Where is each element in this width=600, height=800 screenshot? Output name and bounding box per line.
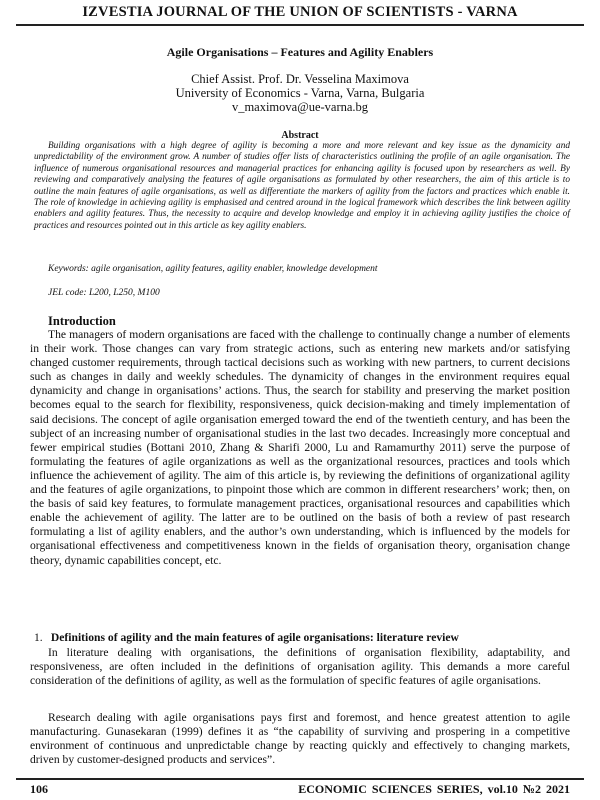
section-1-heading — [34, 631, 570, 644]
series-info: ECONOMIC SCIENCES SERIES, vol.10 №2 2021 — [298, 782, 570, 796]
journal-header: IZVESTIA JOURNAL OF THE UNION OF SCIENTISTS - VARNA — [82, 4, 518, 20]
section-1-title: Definitions of agility and the main features of agile organisations: literature review — [50, 631, 459, 644]
introduction-heading: Introduction — [48, 314, 116, 328]
section-1-paragraph-2: Research dealing with agile organisations pays first and foremost, and hence greatest attention to agile manufacturing. Gunasekaran (1999) defines it as “the capability of surviving and prospering in a competitive environment of continuous and unpredictable change by reacting quickly and effectively to changing markets, driven by customer-designed products and services”. — [30, 711, 570, 767]
footer-rule — [16, 778, 584, 780]
jel-codes: JEL code: L200, L250, M100 — [48, 288, 160, 298]
author-affiliation: University of Economics - Varna, Varna, Bulgaria — [175, 86, 425, 100]
keywords: Keywords: agile organisation, agility features, agility enabler, knowledge development — [48, 264, 378, 274]
header-rule — [16, 24, 584, 26]
page-number: 106 — [30, 782, 48, 796]
abstract-heading: Abstract — [281, 130, 319, 141]
introduction-paragraph: The managers of modern organisations are faced with the challenge to continually change a number of elements in their work. Those changes can vary from strategic actions, such as entering new markets and/or satisfying changed customer requirements, through tactical decisions such as working with new partners, to current decisions such as changes in daily and weekly schedules. The dynamicity of changes in the environment requires equal dynamicity and change in organisations’ actions. Thus, the search for stability and preserving the market position becomes equal to the search for flexibility, responsiveness, quick decision-making and timely implementation of said decisions. The concept of agile organisation emerged toward the end of the twentieth century, and has been the subject of an increasing number of organisational studies in the last two decades. Increasingly more conceptual and fewer empirical studies (Bottani 2010, Zhang & Sharifi 2000, Lu and Ramamurthy 2011) serve the purpose of formulating the features of agile organizations as well as the organizational resources, practices and tools which influence the achievement of agility. The aim of this article is, by reviewing the definitions of organizational agility and the features of agile organizations, to pinpoint those which are common in different researchers’ work; then, on the basis of said key features, to formulate management practices, organisational resources and capabilities which enable the achievement of agility. The latter are to be outlined on the basis of both a review of past research formulating a list of agility enablers, and the author’s own understanding, which is influenced by the models for organisational effectiveness and competitiveness known in the fields of organisation theory, organisation change theory, dynamic capabilities concept, etc. — [30, 328, 570, 567]
article-title: Agile Organisations – Features and Agility Enablers — [166, 45, 434, 59]
abstract-text: Building organisations with a high degree of agility is becoming a more and more relevant and key issue as the dynamicity and unpredictability of the environment grow. A number of studies offer lists of characteristics outlining the profile of an agile organisation. The influence of numerous organisational resources and managerial practices for enhancing agility is focused upon by researchers as well. By reviewing and comparatively analysing the features of agile organisations as formulated by other researchers, the aim of this article is to outline the main features of agile organisations, as well as differentiate the markers of agility from the factors and practices which enable it. The role of knowledge in achieving agility is emphasised and centred around in the logical framework which describes the link between agility enablers and agility features. Thus, the necessity to acquire and develop knowledge and employ it in achieving agility justifies the choice of practices and resources pointed out in this article as key agility enablers. — [34, 141, 570, 231]
section-1-paragraph-1: In literature dealing with organisations, the definitions of organisation flexibility, adaptability, and responsiveness, are often included in the definitions of organisation agility. This demands a more careful consideration of the definitions of agility, as well as the formulation of specific features of agile organisations. — [30, 646, 570, 688]
author-email: v_maximova@ue-varna.bg — [231, 100, 369, 114]
author-block — [20, 72, 580, 114]
section-1-number: 1. — [34, 631, 43, 644]
author-name: Chief Assist. Prof. Dr. Vesselina Maximova — [191, 72, 409, 86]
